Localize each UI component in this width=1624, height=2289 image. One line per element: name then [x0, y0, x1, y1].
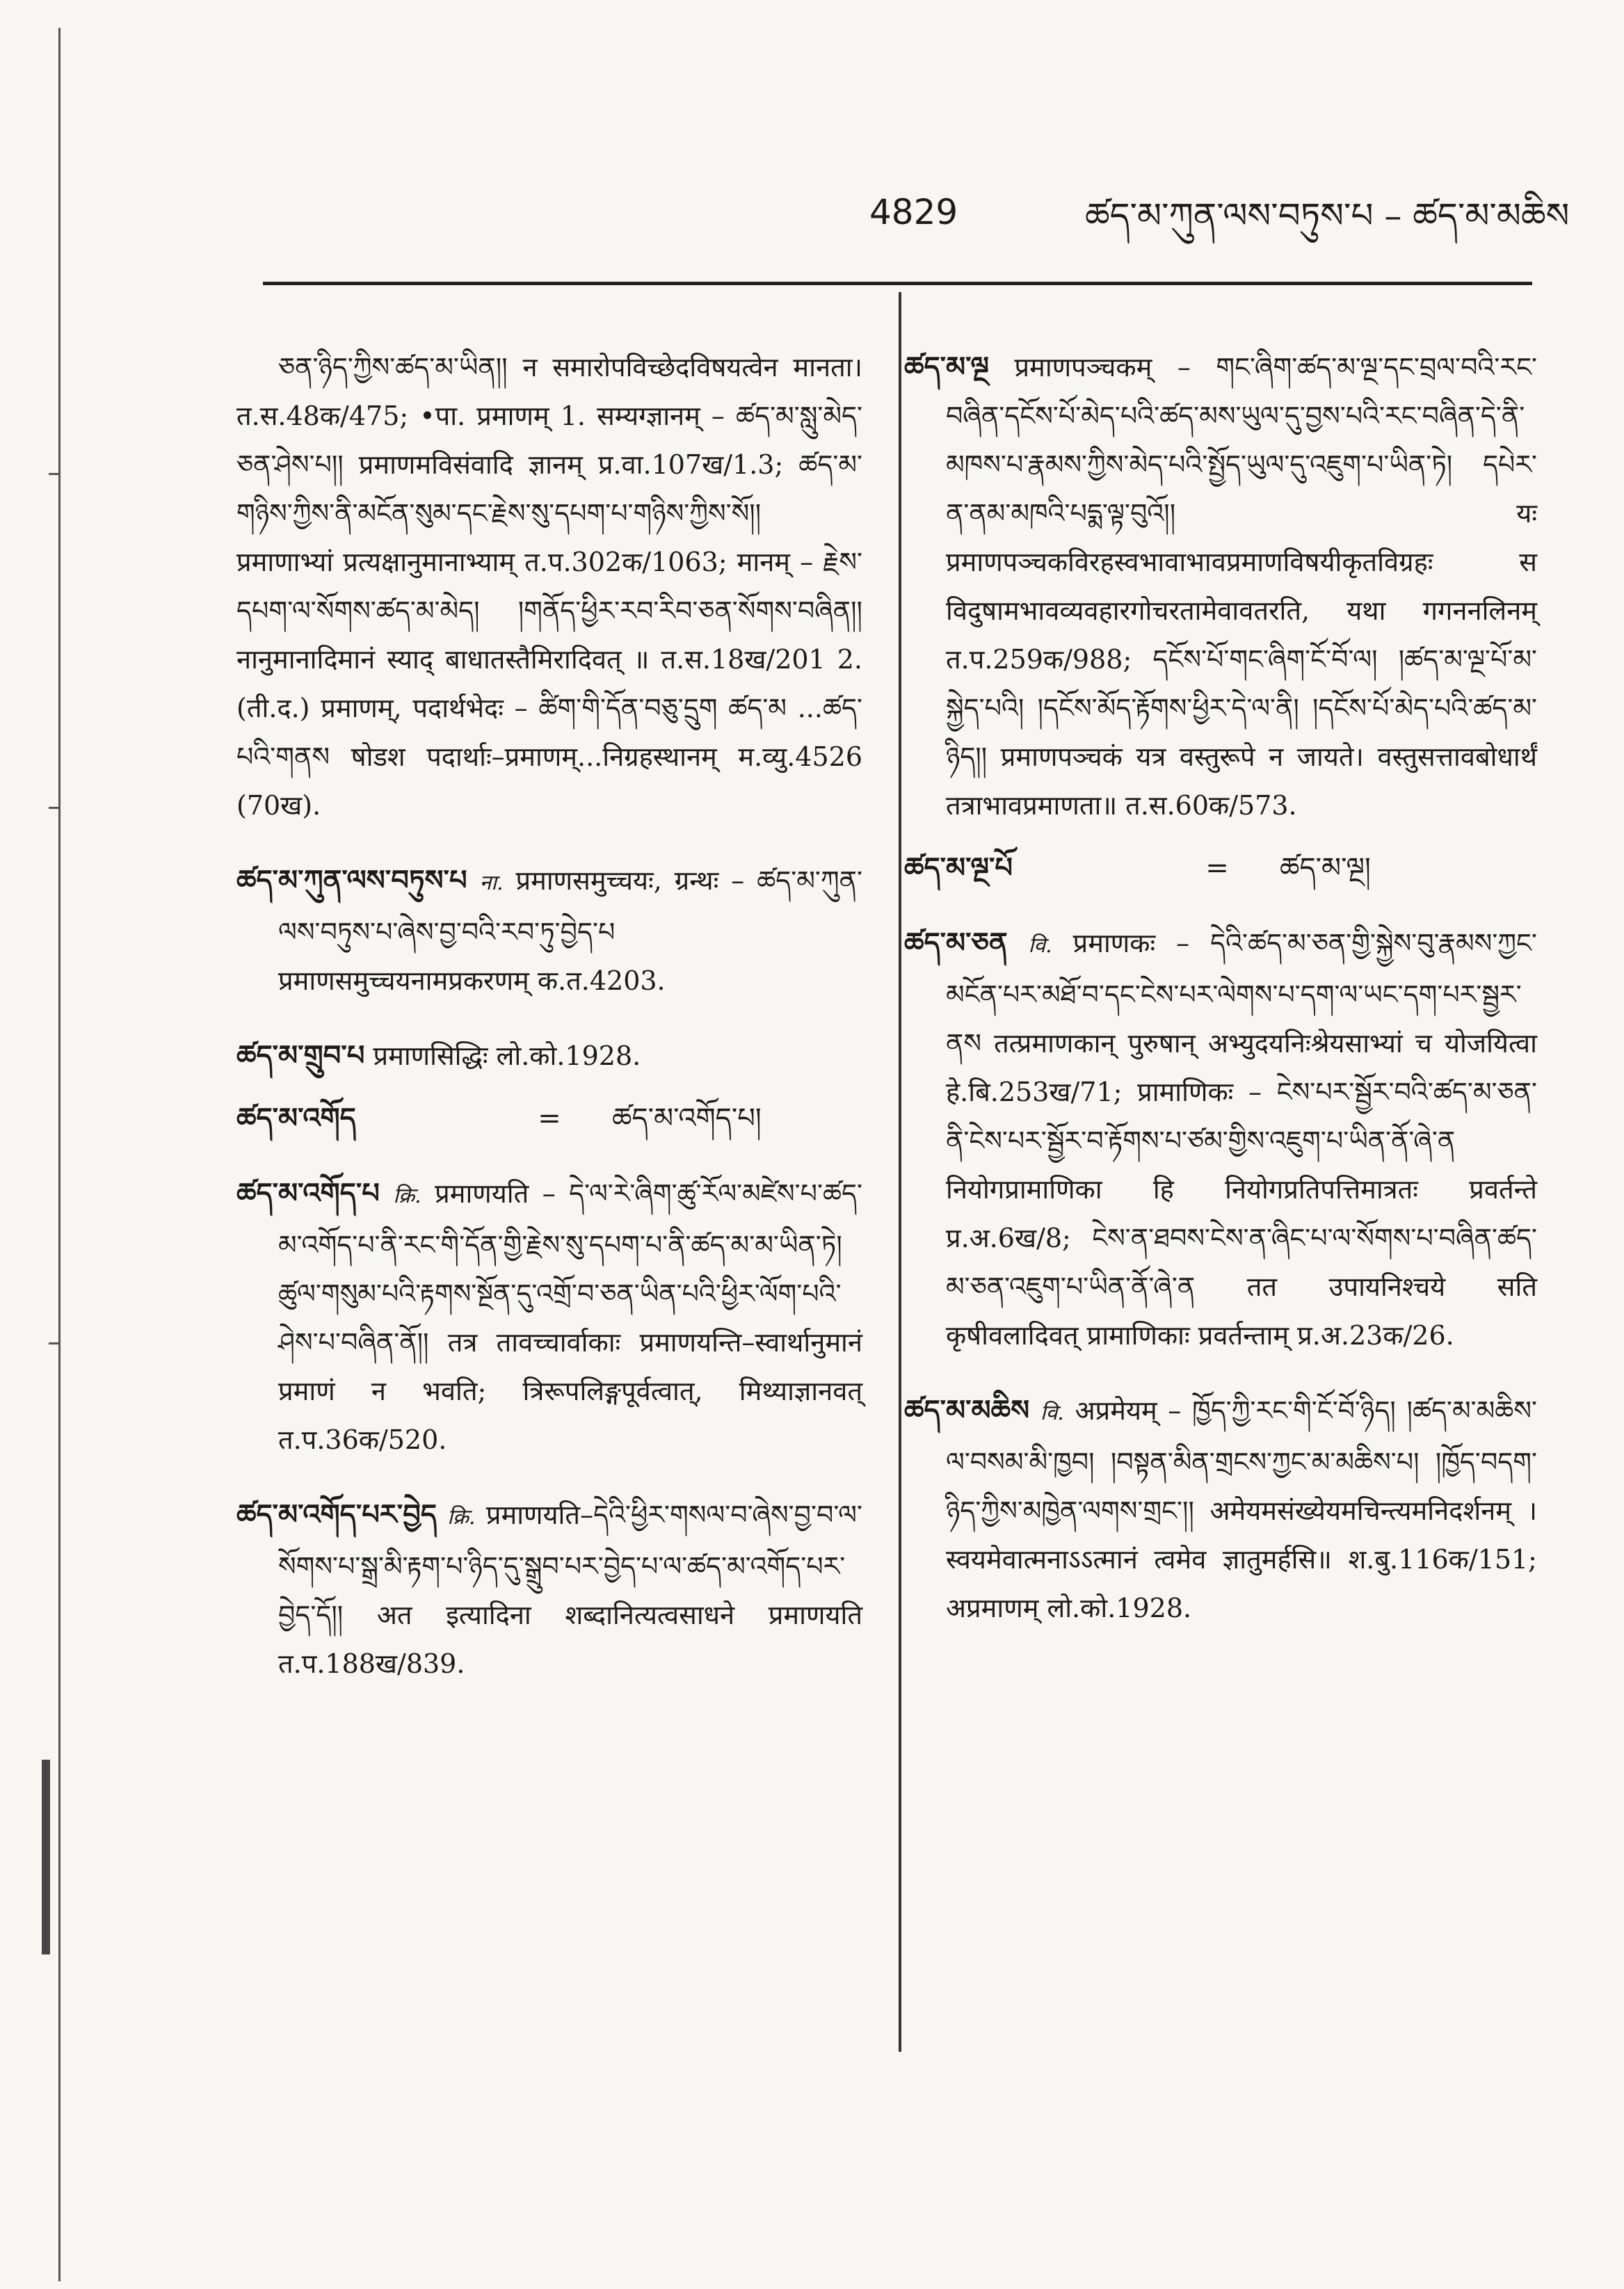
running-head: ཚད་མ་ཀུན་ལས་བཏུས་པ – ཚད་མ་མཆིས — [1085, 195, 1570, 236]
margin-tick — [49, 473, 60, 475]
entry-text: प्रमाणसिद्धिः लो.को.1928. — [373, 1041, 641, 1071]
entry-text: प्रमाणकः – དེའི་ཚད་མ་ཅན་གྱི་སྐྱེས་བུ་རྣམས་ཀྱང་མངོན་པར་མཐོ་བ་དང་ངེས་པར་ལེགས་པ་དག་ལ་ཡང་དག་པར་སྦྱར་ནས तत्प्रमाणकान् पुरुषान् अभ्युदयनिःश्रेयसाभ्यां च योजयित्वा हे.बि.253ख/71; प्रामाणिकः – ངེས་པར་སྦྱོར་བའི་ཚད་མ་ཅན་ནི་ངེས་པར་སྦྱོར་བ་རྟོགས་པ་ཙམ་གྱིས་འཇུག་པ་ཡིན་ནོ་ཞེ་ན नियोगप्रामाणिका हि नियोगप्रतिपत्तिमात्रतः प्रवर्तन्ते प्र.अ.6ख/8; ངེས་ན་ཐབས་ངེས་ན་ཞིང་པ་ལ་སོགས་པ་བཞིན་ཚད་མ་ཅན་འཇུག་པ་ཡིན་ནོ་ཞེ་ན तत उपायनिश्चये सति कृषीवलादिवत् प्रामाणिकाः प्रवर्तन्ताम् प्र.अ.23क/26. — [946, 928, 1537, 1351]
dictionary-entry-continuation — [236, 343, 862, 830]
cross-reference-entry — [904, 844, 1537, 892]
entry-headword: ཚད་མ་ལྔ — [904, 351, 989, 383]
margin-tick — [49, 807, 60, 809]
entry-grammar-tag: ना. — [479, 871, 504, 895]
cross-reference-target: ཚད་མ་ལྔ། — [1280, 852, 1371, 884]
dictionary-entry — [236, 1491, 862, 1688]
entry-text: अप्रमेयम् – ཁྱོད་ཀྱི་རང་གི་ངོ་བོ་ཉིད། །ཚད་མ་མཆིས་ལ་བསམ་མི་ཁྱབ། །བསྟན་མིན་གྲངས་ཀྱང་མ་མཆིས་པ། །ཁྱོད་བདག་ཉིད་ཀྱིས་མཁྱེན་ལགས་གྲང་།། अमेयमसंख्येयमचिन्त्यमनिदर्शनम् । स्वयमेवात्मनाऽऽत्मानं त्वमेव ज्ञातुमर्हसि॥ श.बु.116क/151; अप्रमाणम् लो.को.1928. — [946, 1395, 1537, 1623]
entry-headword: ཚད་མ་ཀུན་ལས་བཏུས་པ — [236, 864, 467, 897]
entry-grammar-tag: वि. — [1028, 933, 1052, 958]
margin-scan-line — [58, 28, 61, 2281]
entry-grammar-tag: क्रि. — [447, 1505, 476, 1529]
left-column — [236, 316, 862, 1702]
right-column — [904, 316, 1537, 1646]
dictionary-entry — [236, 1031, 862, 1080]
dictionary-entry — [236, 856, 862, 1005]
entry-headword: ཚད་མ་འགོད་པར་བྱེད — [236, 1498, 437, 1531]
dictionary-entry — [904, 343, 1537, 830]
entry-text: ཅན་ཉིད་ཀྱིས་ཚད་མ་ཡིན།། न समारोपविच्छेदविषयत्वेन मानता। त.स.48क/475; •पा. प्रमाणम् 1. सम्यग्ज्ञानम् – ཚད་མ་སླུ་མེད་ཅན་ཤེས་པ།། प्रमाणमविसंवादि ज्ञानम् प्र.वा.107ख/1.3; ཚད་མ་གཉིས་ཀྱིས་ནི་མངོན་སུམ་དང་རྗེས་སུ་དཔག་པ་གཉིས་ཀྱིས་སོ།། प्रमाणाभ्यां प्रत्यक्षानुमानाभ्याम् त.प.302क/1063; मानम् – རྗེས་དཔག་ལ་སོགས་ཚད་མ་མེད། །གནོད་ཕྱིར་རབ་རིབ་ཅན་སོགས་བཞིན།། नानुमानादिमानं स्याद् बाधातस्तैमिरादिवत् ॥ त.स.18ख/201 2. (ती.द.) प्रमाणम्, पदार्थभेदः – ཚིག་གི་དོན་བཅུ་དྲུག ཚད་མ ...ཚད་པའི་གནས षोडश पदार्थाः–प्रमाणम्...निग्रहस्थानम् म.व्यु.4526 (70ख). — [236, 352, 862, 821]
dictionary-entry — [904, 1386, 1537, 1632]
entry-grammar-tag: वि. — [1040, 1401, 1064, 1425]
margin-binding-mark — [42, 1760, 50, 1954]
entry-headword: ཚད་མ་འགོད — [236, 1102, 356, 1134]
dictionary-entry — [236, 1169, 862, 1464]
page-number: 4829 — [869, 192, 958, 232]
entry-headword: ཚད་མ་འགོད་པ — [236, 1177, 380, 1210]
entry-headword: ཚད་མ་གྲུབ་པ — [236, 1039, 365, 1072]
cross-reference-entry — [236, 1094, 862, 1143]
dictionary-entry — [904, 919, 1537, 1360]
entry-grammar-tag: क्रि. — [393, 1184, 421, 1208]
column-divider — [899, 292, 901, 2052]
equals-sign: = — [1205, 852, 1229, 884]
entry-headword: ཚད་མ་ཅན — [904, 926, 1008, 959]
cross-reference-target: ཚད་མ་འགོད་པ། — [612, 1102, 762, 1134]
margin-tick — [49, 1342, 60, 1344]
entry-headword: ཚད་མ་མཆིས — [904, 1394, 1030, 1427]
entry-text: प्रमाणपञ्चकम् – གང་ཞིག་ཚད་མ་ལྔ་དང་བྲལ་བའི་རང་བཞིན་དངོས་པོ་མེད་པའི་ཚད་མས་ཡུལ་དུ་བྱས་པའི་རང་བཞིན་དེ་ནི་མཁས་པ་རྣམས་ཀྱིས་མེད་པའི་སྤྱོད་ཡུལ་དུ་འཇུག་པ་ཡིན་ཏེ། དཔེར་ན་ནམ་མཁའི་པདྨ་ལྟ་བུའོ།། यः प्रमाणपञ्चकविरहस्वभावाभावप्रमाणविषयीकृतविग्रहः स विदुषामभावव्यवहारगोचरतामेवावतरति, यथा गगननलिनम् त.प.259क/988; དངོས་པོ་གང་ཞིག་ངོ་བོ་ལ། །ཚད་མ་ལྔ་པོ་མ་སྐྱེད་པའི། །དངོས་མོད་རྟོགས་ཕྱིར་དེ་ལ་ནི། །དངོས་པོ་མེད་པའི་ཚད་མ་ཉིད།། प्रमाणपञ्चकं यत्र वस्तुरूपे न जायते। वस्तुसत्तावबोधार्थं तत्राभावप्रमाणता॥ त.स.60क/573. — [946, 352, 1537, 821]
entry-headword: ཚད་མ་ལྔ་པོ — [904, 851, 1013, 884]
entry-text: प्रमाणयति – དེ་ལ་རེ་ཞིག་ཚུ་རོལ་མཛེས་པ་ཚད་མ་འགོད་པ་ནི་རང་གི་དོན་གྱི་རྗེས་སུ་དཔག་པ་ནི་ཚད་མ་མ་ཡིན་ཏེ། ཚུལ་གསུམ་པའི་རྟགས་སྔོན་དུ་འགྲོ་བ་ཅན་ཡིན་པའི་ཕྱིར་ལོག་པའི་ཤེས་པ་བཞིན་ནོ།། तत्र तावच्चार्वाकाः प्रमाणयन्ति–स्वार्थानुमानं प्रमाणं न भवति; त्रिरूपलिङ्गपूर्वत्वात्, मिथ्याज्ञानवत् त.प.36क/520. — [278, 1178, 862, 1455]
equals-sign: = — [538, 1102, 561, 1134]
entry-text: प्रमाणयति–དེའི་ཕྱིར་གསལ་བ་ཞེས་བྱ་བ་ལ་སོགས་པ་སྒྲ་མི་རྟག་པ་ཉིད་དུ་སྒྲུབ་པར་བྱེད་པ་ལ་ཚད་མ་འགོད་པར་བྱེད་དོ།། अत इत्यादिना शब्दानित्यत्वसाधने प्रमाणयति त.प.188ख/839. — [278, 1500, 862, 1679]
entry-text: प्रमाणसमुच्चयः, ग्रन्थः – ཚད་མ་ཀུན་ལས་བཏུས་པ་ཞེས་བྱ་བའི་རབ་ཏུ་བྱེད་པ प्रमाणसमुच्चयनामप्रकरणम् क.त.4203. — [278, 865, 862, 996]
page-header — [0, 188, 1624, 250]
header-rule — [263, 282, 1532, 285]
